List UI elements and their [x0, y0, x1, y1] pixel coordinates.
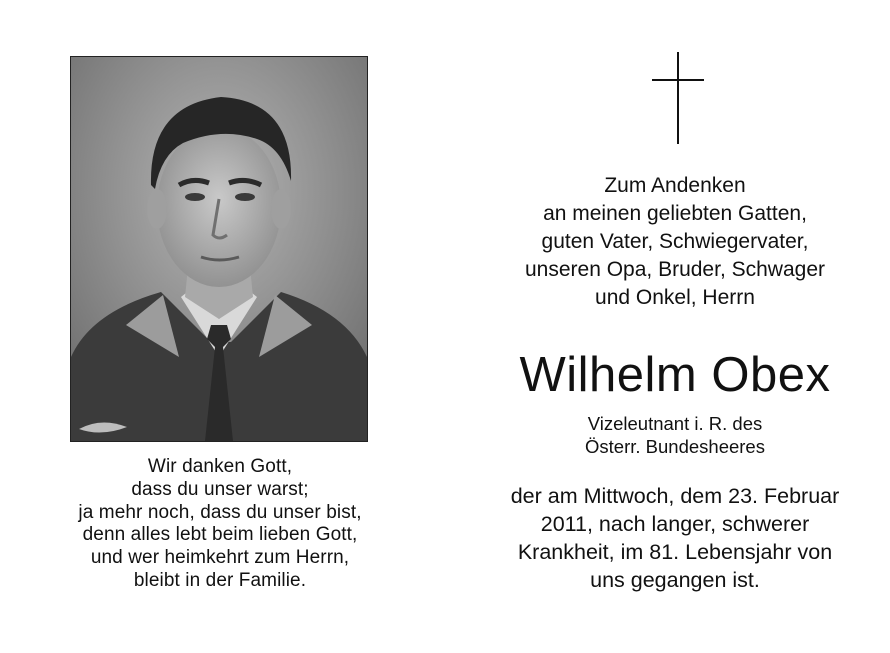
- deceased-name: Wilhelm Obex: [519, 348, 831, 402]
- portrait-photo: [70, 56, 368, 442]
- intro-line: guten Vater, Schwiegervater,: [541, 230, 809, 253]
- poem-line: denn alles lebt beim lieben Gott,: [82, 524, 358, 546]
- rank-title: [470, 412, 880, 458]
- poem-line: ja mehr noch, dass du unser bist,: [78, 501, 362, 523]
- intro-line: und Onkel, Herrn: [595, 286, 755, 309]
- rank-line: Österr. Bundesheeres: [585, 436, 765, 457]
- intro-line: unseren Opa, Bruder, Schwager: [524, 258, 825, 281]
- portrait-illustration: [71, 57, 367, 441]
- poem: [20, 456, 420, 593]
- memorial-intro: [470, 172, 880, 312]
- cross-icon: [652, 52, 704, 144]
- poem-line: und wer heimkehrt zum Herrn,: [90, 547, 350, 569]
- intro-line: Zum Andenken: [604, 174, 746, 197]
- poem-line: bleibt in der Familie.: [133, 569, 307, 591]
- death-line: uns gegangen ist.: [590, 568, 760, 592]
- intro-line: an meinen geliebten Gatten,: [543, 202, 807, 225]
- poem-line: Wir danken Gott,: [147, 456, 293, 477]
- death-line: 2011, nach langer, schwerer: [540, 512, 810, 536]
- cross-horizontal-bar: [652, 79, 704, 81]
- death-line: der am Mittwoch, dem 23. Februar: [510, 484, 840, 508]
- death-line: Krankheit, im 81. Lebensjahr von: [517, 540, 833, 564]
- rank-line: Vizeleutnant i. R. des: [587, 413, 763, 434]
- cross-vertical-bar: [677, 52, 679, 144]
- poem-line: dass du unser warst;: [131, 478, 309, 500]
- death-notice: [470, 482, 880, 594]
